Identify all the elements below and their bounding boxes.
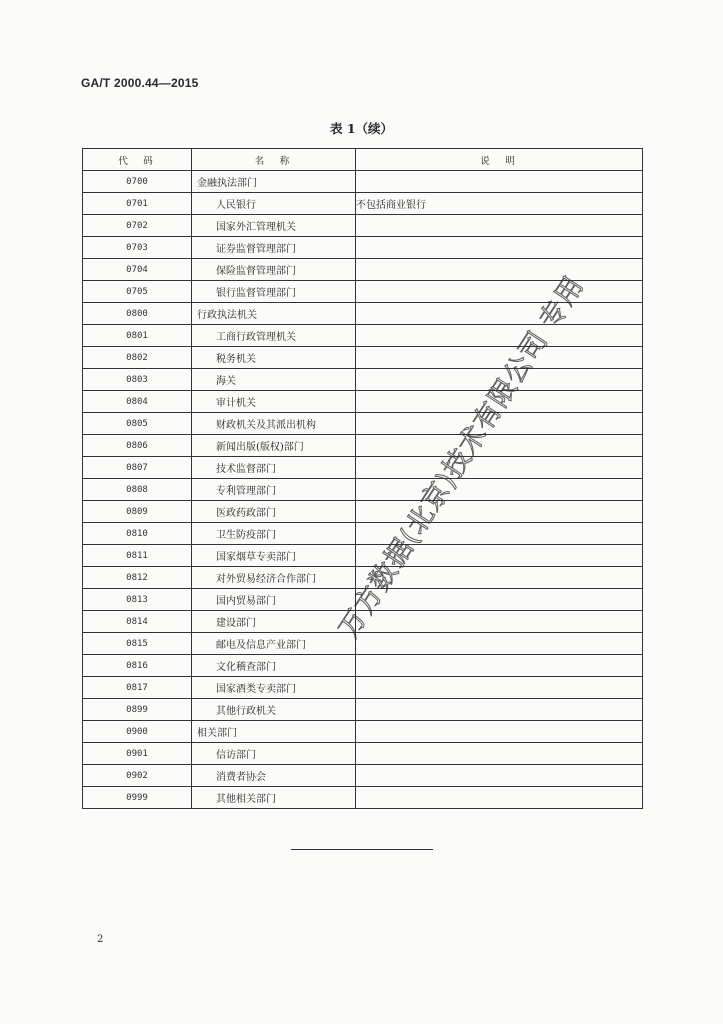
row-name-cell (192, 501, 356, 523)
row-note (356, 171, 643, 193)
row-name-cell (192, 523, 356, 545)
column-header-name: 名 称 (192, 149, 356, 171)
row-name: 证券监督管理部门 (216, 244, 296, 255)
row-note (356, 501, 643, 523)
table-row (83, 171, 643, 193)
row-note (356, 457, 643, 479)
table-row (83, 721, 643, 743)
row-note (356, 523, 643, 545)
row-name: 建设部门 (216, 618, 256, 629)
row-name-cell (192, 215, 356, 237)
row-name: 对外贸易经济合作部门 (216, 574, 316, 585)
table-row (83, 545, 643, 567)
row-code: 0817 (83, 677, 192, 699)
row-name: 其他行政机关 (216, 706, 276, 717)
table-row (83, 501, 643, 523)
column-header-code: 代 码 (83, 149, 192, 171)
row-name-cell (192, 479, 356, 501)
table-row (83, 655, 643, 677)
row-code: 0701 (83, 193, 192, 215)
row-name-cell (192, 281, 356, 303)
row-name: 保险监督管理部门 (216, 266, 296, 277)
row-code: 0807 (83, 457, 192, 479)
row-name-cell (192, 171, 356, 193)
row-name: 金融执法部门 (197, 178, 257, 189)
table-row (83, 589, 643, 611)
row-note: 不包括商业银行 (356, 193, 643, 215)
row-code: 0800 (83, 303, 192, 325)
table-row (83, 369, 643, 391)
row-code: 0801 (83, 325, 192, 347)
table-row (83, 743, 643, 765)
row-code: 0810 (83, 523, 192, 545)
table-row (83, 633, 643, 655)
row-code: 0703 (83, 237, 192, 259)
table-row (83, 523, 643, 545)
row-code: 0900 (83, 721, 192, 743)
row-note (356, 743, 643, 765)
row-name: 财政机关及其派出机构 (216, 420, 316, 431)
row-name: 医政药政部门 (216, 508, 276, 519)
row-code: 0813 (83, 589, 192, 611)
table-row (83, 215, 643, 237)
row-note (356, 237, 643, 259)
row-name-cell (192, 633, 356, 655)
table-row (83, 457, 643, 479)
row-note (356, 369, 643, 391)
standard-code: GA/T 2000.44—2015 (81, 76, 199, 90)
table-row (83, 325, 643, 347)
row-name-cell (192, 369, 356, 391)
row-name-cell (192, 325, 356, 347)
table-row (83, 237, 643, 259)
table-row (83, 435, 643, 457)
row-note (356, 567, 643, 589)
table-row (83, 479, 643, 501)
row-name: 行政执法机关 (197, 310, 257, 321)
table-row (83, 699, 643, 721)
row-note (356, 413, 643, 435)
row-code: 0901 (83, 743, 192, 765)
code-table (82, 148, 643, 809)
table-title: 表 1（续） (329, 121, 394, 136)
row-note (356, 589, 643, 611)
row-name-cell (192, 743, 356, 765)
table-row (83, 391, 643, 413)
row-note (356, 325, 643, 347)
row-code: 0816 (83, 655, 192, 677)
row-name-cell (192, 699, 356, 721)
row-code: 0700 (83, 171, 192, 193)
table-row (83, 413, 643, 435)
row-note (356, 435, 643, 457)
row-name-cell (192, 457, 356, 479)
row-note (356, 545, 643, 567)
row-code: 0814 (83, 611, 192, 633)
row-name-cell (192, 677, 356, 699)
row-name: 新闻出版(版权)部门 (216, 442, 304, 453)
row-name: 技术监督部门 (216, 464, 276, 475)
row-code: 0802 (83, 347, 192, 369)
row-name-cell (192, 545, 356, 567)
row-code: 0705 (83, 281, 192, 303)
table-row (83, 259, 643, 281)
table-row (83, 765, 643, 787)
row-note (356, 391, 643, 413)
table-body (83, 171, 643, 809)
row-code: 0702 (83, 215, 192, 237)
row-name: 国家酒类专卖部门 (216, 684, 296, 695)
row-note (356, 281, 643, 303)
row-name-cell (192, 655, 356, 677)
row-note (356, 765, 643, 787)
row-name: 信访部门 (216, 750, 256, 761)
row-code: 0803 (83, 369, 192, 391)
row-code: 0902 (83, 765, 192, 787)
page-number: 2 (97, 934, 104, 945)
row-name: 国家烟草专卖部门 (216, 552, 296, 563)
row-note (356, 215, 643, 237)
row-name: 专利管理部门 (216, 486, 276, 497)
table-row (83, 787, 643, 809)
row-name-cell (192, 435, 356, 457)
row-name-cell (192, 567, 356, 589)
row-name-cell (192, 765, 356, 787)
row-code: 0805 (83, 413, 192, 435)
row-code: 0704 (83, 259, 192, 281)
row-name-cell (192, 193, 356, 215)
row-note (356, 699, 643, 721)
row-code: 0804 (83, 391, 192, 413)
row-name-cell (192, 721, 356, 743)
row-code: 0812 (83, 567, 192, 589)
row-name-cell (192, 611, 356, 633)
row-note (356, 787, 643, 809)
row-note (356, 677, 643, 699)
row-code: 0815 (83, 633, 192, 655)
row-name-cell (192, 391, 356, 413)
table-row (83, 281, 643, 303)
row-name: 其他相关部门 (216, 794, 276, 805)
row-name: 工商行政管理机关 (216, 332, 296, 343)
table-row (83, 347, 643, 369)
row-name: 国内贸易部门 (216, 596, 276, 607)
row-name: 邮电及信息产业部门 (216, 640, 306, 651)
table-row (83, 567, 643, 589)
row-code: 0809 (83, 501, 192, 523)
row-name: 银行监督管理部门 (216, 288, 296, 299)
row-note (356, 479, 643, 501)
row-note (356, 303, 643, 325)
table-header-row (83, 149, 643, 171)
row-name-cell (192, 347, 356, 369)
row-name: 国家外汇管理机关 (216, 222, 296, 233)
row-name: 审计机关 (216, 398, 256, 409)
row-name-cell (192, 303, 356, 325)
row-code: 0811 (83, 545, 192, 567)
row-note (356, 611, 643, 633)
row-code: 0806 (83, 435, 192, 457)
row-code: 0999 (83, 787, 192, 809)
row-note (356, 347, 643, 369)
row-name: 人民银行 (216, 200, 256, 211)
row-name: 相关部门 (197, 728, 237, 739)
row-note (356, 633, 643, 655)
row-name-cell (192, 237, 356, 259)
row-name: 海关 (216, 376, 236, 387)
row-name: 文化稽查部门 (216, 662, 276, 673)
table-row (83, 611, 643, 633)
table-row (83, 303, 643, 325)
row-name-cell (192, 787, 356, 809)
row-name: 消费者协会 (216, 772, 266, 783)
row-name-cell (192, 413, 356, 435)
column-header-note: 说 明 (356, 149, 643, 171)
table-row (83, 193, 643, 215)
row-note (356, 259, 643, 281)
watermark: 万方数据(北京)技术有限公司 专用 (333, 270, 591, 644)
row-name: 卫生防疫部门 (216, 530, 276, 541)
row-code: 0899 (83, 699, 192, 721)
table-row (83, 677, 643, 699)
row-note (356, 655, 643, 677)
row-note (356, 721, 643, 743)
row-code: 0808 (83, 479, 192, 501)
row-name-cell (192, 589, 356, 611)
row-name-cell (192, 259, 356, 281)
row-name: 税务机关 (216, 354, 256, 365)
end-rule (291, 849, 433, 850)
